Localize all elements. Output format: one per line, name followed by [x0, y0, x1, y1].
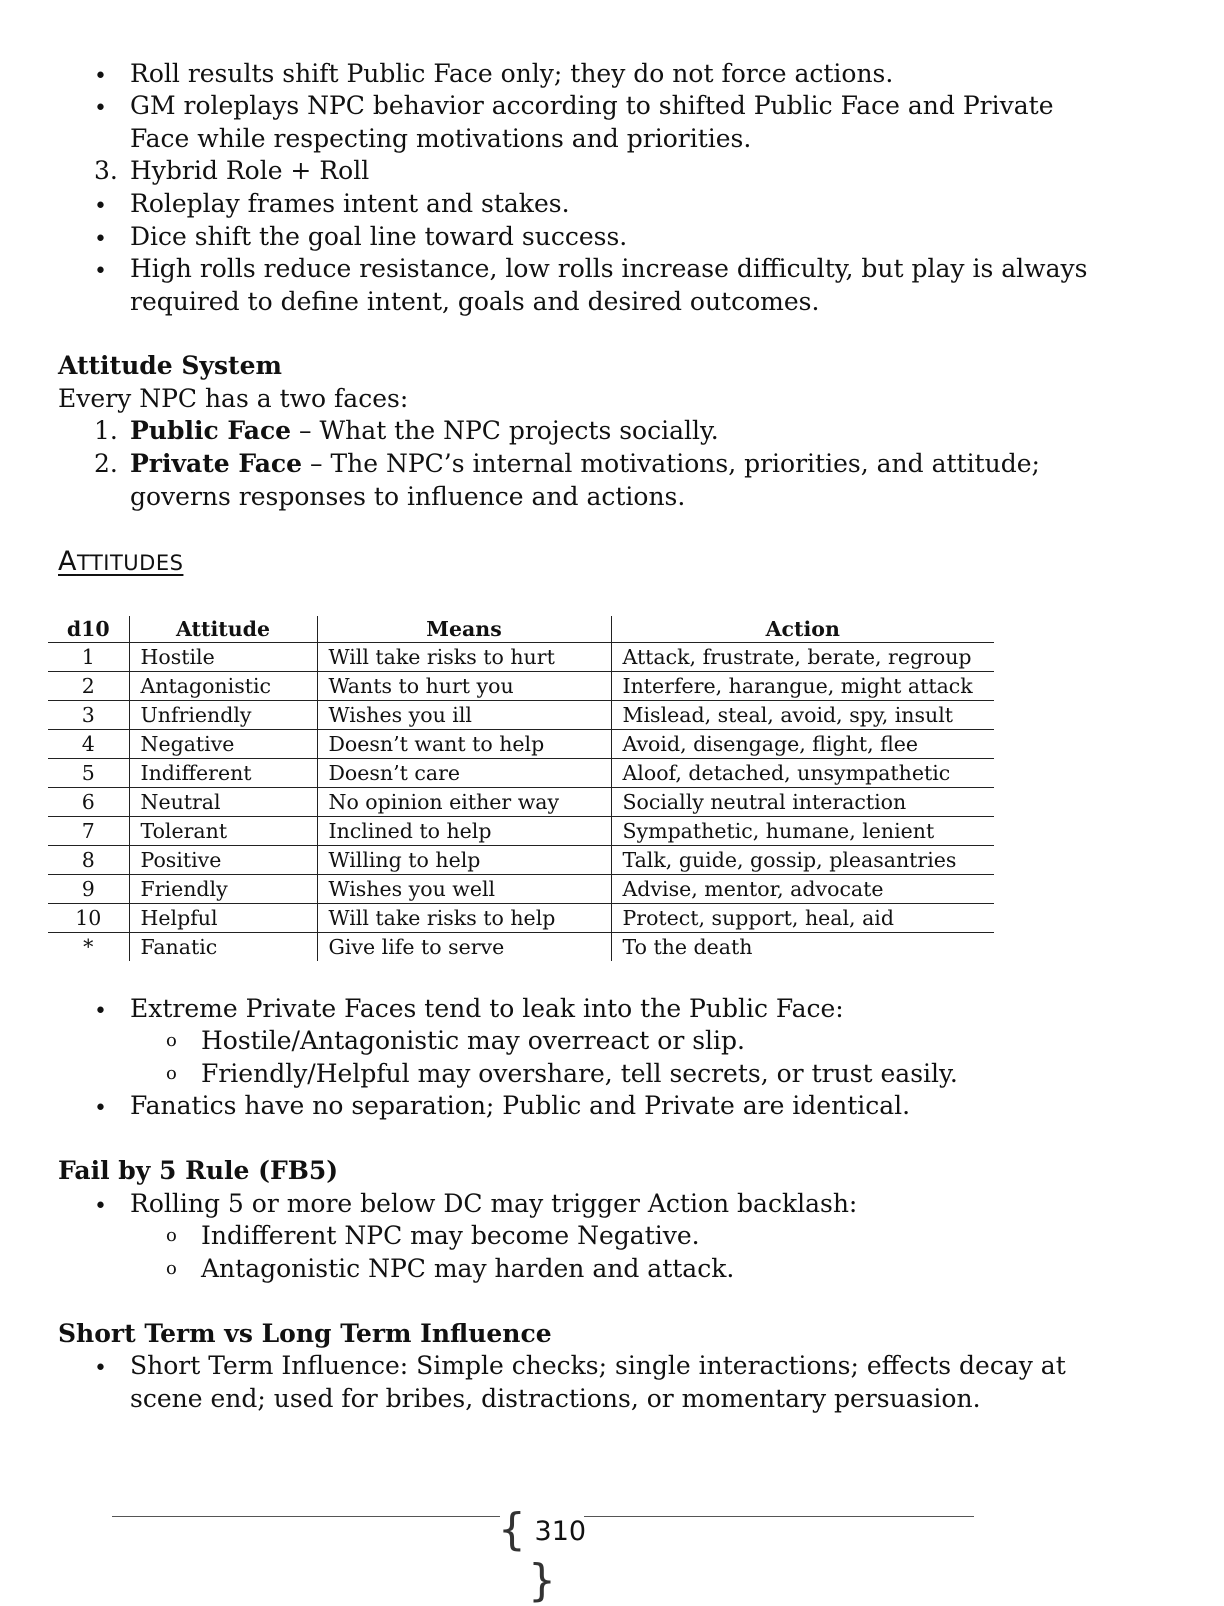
bullet-icon: • [94, 96, 107, 121]
cell-d10: 4 [48, 730, 129, 759]
table-row [48, 933, 994, 962]
table-row [48, 701, 994, 730]
cell-attitude: Neutral [129, 788, 317, 817]
left-brace-icon: { [497, 1504, 526, 1555]
footer-rule-right [584, 1516, 974, 1517]
list-item: High rolls reduce resistance, low rolls increase difficulty, but play is always [130, 254, 1088, 283]
column-header-action: Action [611, 616, 994, 643]
cell-attitude: Negative [129, 730, 317, 759]
cell-means: Wants to hurt you [317, 672, 611, 701]
cell-means: No opinion either way [317, 788, 611, 817]
cell-d10: 2 [48, 672, 129, 701]
cell-d10: 7 [48, 817, 129, 846]
cell-attitude: Unfriendly [129, 701, 317, 730]
bullet-icon: • [94, 64, 107, 89]
cell-action: Mislead, steal, avoid, spy, insult [611, 701, 994, 730]
cell-means: Doesn’t care [317, 759, 611, 788]
numbered-item-number: 1. [94, 416, 118, 445]
list-item-continuation: scene end; used for bribes, distractions, or momentary persuasion. [130, 1384, 981, 1413]
heading-initial: A [58, 546, 77, 577]
list-item: Extreme Private Faces tend to leak into the Public Face: [130, 994, 844, 1023]
numbered-item: Hybrid Role + Roll [130, 156, 370, 185]
cell-d10: * [83, 935, 94, 959]
sub-bullet-icon: o [166, 1258, 177, 1279]
cell-means: Wishes you ill [317, 701, 611, 730]
bullet-icon: • [94, 227, 107, 252]
list-item: Roll results shift Public Face only; they do not force actions. [130, 59, 894, 88]
table-body [48, 643, 994, 962]
column-header-d10: d10 [48, 616, 129, 643]
cell-action: Sympathetic, humane, lenient [611, 817, 994, 846]
cell-attitude: Indifferent [129, 759, 317, 788]
bullet-icon: • [94, 194, 107, 219]
list-item: Rolling 5 or more below DC may trigger Action backlash: [130, 1189, 858, 1218]
sub-list-item: Indifferent NPC may become Negative. [201, 1221, 700, 1250]
sub-bullet-icon: o [166, 1225, 177, 1246]
sub-list-item: Friendly/Helpful may overshare, tell secrets, or trust easily. [201, 1059, 958, 1088]
cell-d10: 6 [48, 788, 129, 817]
page-number [490, 1500, 594, 1606]
term: Private Face [130, 449, 303, 478]
list-item: Short Term Influence: Simple checks; single interactions; effects decay at [130, 1351, 1066, 1380]
attitudes-table [48, 616, 994, 961]
cell-d10: 9 [48, 875, 129, 904]
definition: – What the NPC projects socially. [291, 416, 719, 445]
numbered-item-continuation: governs responses to influence and actions. [130, 482, 686, 511]
sub-bullet-icon: o [166, 1030, 177, 1051]
cell-action: To the death [611, 933, 994, 962]
page-number-value: 310 [534, 1516, 587, 1547]
section-heading: Fail by 5 Rule (FB5) [58, 1156, 339, 1185]
cell-action: Aloof, detached, unsympathetic [611, 759, 994, 788]
cell-attitude: Positive [129, 846, 317, 875]
cell-means: Give life to serve [317, 933, 611, 962]
cell-action: Advise, mentor, advocate [611, 875, 994, 904]
sub-list-item: Antagonistic NPC may harden and attack. [201, 1254, 735, 1283]
table-row [48, 672, 994, 701]
cell-d10: 8 [48, 846, 129, 875]
table-row [48, 759, 994, 788]
numbered-item-number: 2. [94, 449, 118, 478]
cell-attitude: Fanatic [129, 933, 317, 962]
column-header-attitude: Attitude [129, 616, 317, 643]
cell-d10: 1 [48, 643, 129, 672]
term: Public Face [130, 416, 292, 445]
right-brace-icon: } [528, 1555, 556, 1606]
bullet-icon: • [94, 259, 107, 284]
footer-rule-left [112, 1516, 500, 1517]
table-row [48, 846, 994, 875]
sub-bullet-icon: o [166, 1063, 177, 1084]
cell-action: Talk, guide, gossip, pleasantries [611, 846, 994, 875]
bullet-icon: • [94, 999, 107, 1024]
table-row [48, 788, 994, 817]
sub-list-item: Hostile/Antagonistic may overreact or slip. [201, 1026, 745, 1055]
section-heading: Attitude System [58, 351, 282, 380]
cell-means: Wishes you well [317, 875, 611, 904]
cell-attitude: Helpful [129, 904, 317, 933]
numbered-item [130, 448, 1040, 481]
cell-attitude: Friendly [129, 875, 317, 904]
numbered-item-number: 3. [94, 156, 118, 185]
cell-means: Doesn’t want to help [317, 730, 611, 759]
cell-means: Will take risks to hurt [317, 643, 611, 672]
heading-rest: TTITUDES [76, 551, 184, 575]
cell-d10: 3 [48, 701, 129, 730]
cell-action: Interfere, harangue, might attack [611, 672, 994, 701]
list-item-continuation: required to define intent, goals and desired outcomes. [130, 287, 820, 316]
bullet-icon: • [94, 1096, 107, 1121]
cell-action: Socially neutral interaction [611, 788, 994, 817]
list-item: Fanatics have no separation; Public and Private are identical. [130, 1091, 911, 1120]
table-header-row [48, 616, 994, 643]
section-heading: Short Term vs Long Term Influence [58, 1319, 552, 1348]
table-row [48, 817, 994, 846]
cell-means: Will take risks to help [317, 904, 611, 933]
cell-action: Protect, support, heal, aid [611, 904, 994, 933]
bullet-icon: • [94, 1194, 107, 1219]
cell-d10: 5 [48, 759, 129, 788]
cell-means: Inclined to help [317, 817, 611, 846]
definition: – The NPC’s internal motivations, priorities, and attitude; [302, 449, 1040, 478]
numbered-item [130, 415, 719, 448]
list-item: Roleplay frames intent and stakes. [130, 189, 570, 218]
table-row [48, 875, 994, 904]
table-row [48, 643, 994, 672]
bullet-icon: • [94, 1356, 107, 1381]
table-row [48, 904, 994, 933]
subsection-heading [58, 546, 183, 580]
cell-attitude: Tolerant [129, 817, 317, 846]
cell-attitude: Hostile [129, 643, 317, 672]
list-item: Dice shift the goal line toward success. [130, 222, 628, 251]
cell-attitude: Antagonistic [129, 672, 317, 701]
column-header-means: Means [317, 616, 611, 643]
cell-action: Avoid, disengage, flight, flee [611, 730, 994, 759]
cell-d10: 10 [48, 904, 129, 933]
cell-action: Attack, frustrate, berate, regroup [611, 643, 994, 672]
list-item-continuation: Face while respecting motivations and priorities. [130, 124, 752, 153]
paragraph: Every NPC has a two faces: [58, 384, 409, 413]
table-row [48, 730, 994, 759]
list-item: GM roleplays NPC behavior according to shifted Public Face and Private [130, 91, 1054, 120]
cell-means: Willing to help [317, 846, 611, 875]
